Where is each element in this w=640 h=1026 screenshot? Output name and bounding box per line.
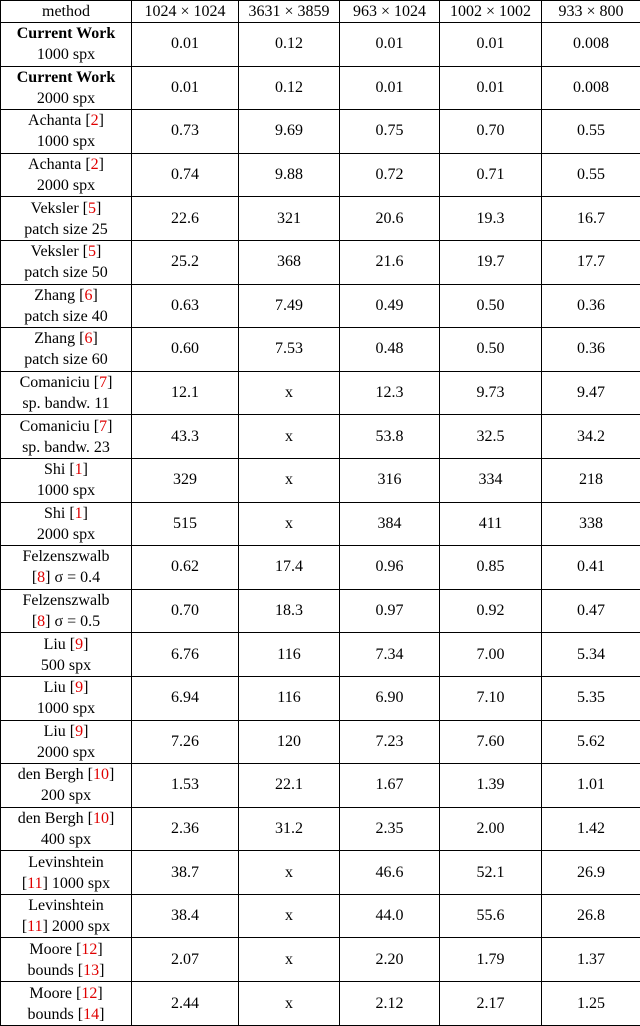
citation-link[interactable]: 11	[27, 874, 43, 892]
timing-value-cell: 52.1	[440, 851, 542, 895]
timing-value-cell: 0.96	[340, 546, 440, 590]
timing-value-cell: x	[239, 982, 340, 1026]
method-line-1: den Bergh [10]	[17, 809, 115, 827]
citation-link[interactable]: 7	[99, 417, 108, 435]
header-size-4: 1002 × 1002	[440, 1, 542, 23]
timing-value-cell: 0.63	[132, 284, 239, 328]
table-row	[1, 502, 640, 546]
timing-value-cell: x	[239, 415, 340, 459]
method-name: Liu	[43, 679, 66, 697]
table-row	[1, 676, 640, 720]
table-row	[1, 764, 640, 808]
timing-value-cell: 1.79	[440, 938, 542, 982]
method-line-1	[3, 23, 129, 44]
citation-link[interactable]: 9	[75, 722, 84, 740]
timing-value-cell: 2.12	[340, 982, 440, 1026]
citation-link[interactable]: 5	[87, 243, 96, 261]
timing-value-cell: 5.62	[542, 720, 640, 764]
timing-value-cell: 12.3	[340, 371, 440, 415]
table-row	[1, 153, 640, 197]
table-row	[1, 415, 640, 459]
timing-value-cell: 7.60	[440, 720, 542, 764]
method-cell	[1, 66, 132, 110]
header-size-1: 1024 × 1024	[132, 1, 239, 23]
timing-value-cell: 53.8	[340, 415, 440, 459]
table-row	[1, 197, 640, 241]
method-name: Comaniciu	[19, 417, 90, 435]
method-cell	[1, 240, 132, 284]
table-row	[1, 546, 640, 590]
timing-value-cell: 7.53	[239, 328, 340, 372]
timing-value-cell: 334	[440, 458, 542, 502]
method-line-2-prefix: bounds [	[27, 1005, 84, 1023]
timing-value-cell: 6.76	[132, 633, 239, 677]
method-name: Comaniciu	[19, 374, 90, 392]
timing-value-cell: 0.01	[340, 23, 440, 67]
method-param: 1000 spx	[36, 46, 96, 64]
method-name: Zhang	[34, 330, 76, 348]
timing-value-cell: 26.9	[542, 851, 640, 895]
table-row	[1, 284, 640, 328]
header-size-5: 933 × 800	[542, 1, 640, 23]
method-line-2	[3, 524, 129, 545]
citation-link[interactable]: 10	[92, 766, 109, 784]
timing-value-cell: 0.12	[239, 23, 340, 67]
timing-value-cell: 7.34	[340, 633, 440, 677]
timing-value-cell: 9.69	[239, 110, 340, 154]
method-line-2-prefix: [	[21, 918, 28, 936]
method-line-2	[3, 829, 129, 850]
method-cell	[1, 458, 132, 502]
table-row	[1, 328, 640, 372]
method-name: Current Work	[16, 68, 116, 86]
timing-value-cell: 17.7	[542, 240, 640, 284]
method-param: 400 spx	[40, 830, 92, 848]
method-line-1: Shi [1]	[44, 461, 88, 479]
citation-link[interactable]: 10	[92, 809, 109, 827]
method-cell	[1, 415, 132, 459]
method-param: 2000 spx	[36, 743, 96, 761]
citation-link[interactable]: 6	[84, 286, 93, 304]
timing-value-cell: x	[239, 938, 340, 982]
method-name: Veksler	[30, 199, 79, 217]
method-cell	[1, 371, 132, 415]
timing-value-cell: 0.92	[440, 589, 542, 633]
method-line-1: Moore [12]	[29, 984, 103, 1002]
timing-value-cell: 338	[542, 502, 640, 546]
method-param: patch size 50	[24, 264, 108, 282]
method-param: 2000 spx	[36, 89, 96, 107]
method-cell	[1, 938, 132, 982]
timing-value-cell: 1.01	[542, 764, 640, 808]
table-row	[1, 851, 640, 895]
method-param: patch size 60	[24, 351, 108, 369]
method-line-2	[3, 480, 129, 501]
method-line-1	[3, 546, 129, 567]
method-line-1: Comaniciu [7]	[19, 417, 113, 435]
citation-link[interactable]: 8	[37, 613, 46, 631]
timing-value-cell: 368	[239, 240, 340, 284]
method-line-2	[3, 88, 129, 109]
timing-value-cell: 0.72	[340, 153, 440, 197]
method-line-1	[3, 590, 129, 611]
timing-value-cell: 0.48	[340, 328, 440, 372]
table-row	[1, 371, 640, 415]
table-row	[1, 982, 640, 1026]
method-param: 1000 spx	[36, 133, 96, 151]
method-name: Levinshtein	[28, 897, 104, 915]
method-line-2	[3, 393, 129, 414]
method-cell	[1, 851, 132, 895]
timing-value-cell: 7.26	[132, 720, 239, 764]
method-line-1: Veksler [5]	[30, 243, 102, 261]
method-line-2	[3, 262, 129, 283]
timing-value-cell: 0.70	[440, 110, 542, 154]
timing-value-cell: 1.67	[340, 764, 440, 808]
citation-link[interactable]: 2	[90, 112, 99, 130]
method-line-2-prefix: bounds [	[27, 961, 84, 979]
method-param: 500 spx	[40, 656, 92, 674]
method-param: ] σ = 0.4	[45, 569, 101, 587]
method-line-2-prefix: [	[31, 569, 38, 587]
timing-value-cell: 31.2	[239, 807, 340, 851]
citation-link[interactable]: 14	[83, 1005, 100, 1023]
method-name: Felzenszwalb	[22, 548, 110, 566]
method-name: Felzenszwalb	[22, 592, 110, 610]
timing-value-cell: 18.3	[239, 589, 340, 633]
header-row	[1, 1, 640, 23]
table-row	[1, 110, 640, 154]
method-line-1	[3, 895, 129, 916]
method-param: 200 spx	[40, 787, 92, 805]
method-param: ] 1000 spx	[42, 874, 111, 892]
timing-value-cell: 1.37	[542, 938, 640, 982]
method-line-2	[3, 698, 129, 719]
method-cell	[1, 720, 132, 764]
method-param: ]	[99, 961, 105, 979]
timing-value-cell: 19.3	[440, 197, 542, 241]
method-param: ]	[99, 1005, 105, 1023]
method-line-2-prefix: [	[21, 874, 28, 892]
table-row	[1, 633, 640, 677]
table-row	[1, 23, 640, 67]
table-row	[1, 458, 640, 502]
method-line-1: den Bergh [10]	[17, 766, 115, 784]
method-line-2	[3, 219, 129, 240]
timing-value-cell: 12.1	[132, 371, 239, 415]
timing-value-cell: 9.47	[542, 371, 640, 415]
citation-link[interactable]: 7	[99, 374, 108, 392]
timing-value-cell: 0.85	[440, 546, 542, 590]
method-line-1: Veksler [5]	[30, 199, 102, 217]
timing-value-cell: 0.74	[132, 153, 239, 197]
timing-value-cell: 0.008	[542, 23, 640, 67]
timing-value-cell: 1.25	[542, 982, 640, 1026]
method-name: Zhang	[34, 286, 76, 304]
method-cell	[1, 328, 132, 372]
timing-value-cell: 26.8	[542, 894, 640, 938]
method-cell	[1, 894, 132, 938]
method-name: Achanta	[28, 156, 82, 174]
timing-value-cell: 46.6	[340, 851, 440, 895]
timing-value-cell: 0.50	[440, 284, 542, 328]
method-name: Current Work	[16, 25, 116, 43]
method-param: sp. bandw. 11	[22, 395, 110, 413]
timing-value-cell: 0.60	[132, 328, 239, 372]
timing-value-cell: 43.3	[132, 415, 239, 459]
timing-value-cell: 9.88	[239, 153, 340, 197]
citation-link[interactable]: 13	[83, 961, 100, 979]
timing-value-cell: 0.01	[440, 23, 542, 67]
timing-value-cell: 218	[542, 458, 640, 502]
timing-value-cell: 120	[239, 720, 340, 764]
method-line-1: Zhang [6]	[34, 286, 98, 304]
timing-value-cell: x	[239, 894, 340, 938]
timing-value-cell: 0.41	[542, 546, 640, 590]
timing-value-cell: 20.6	[340, 197, 440, 241]
method-param: patch size 40	[24, 307, 108, 325]
timing-value-cell: 1.42	[542, 807, 640, 851]
method-name: Shi	[44, 504, 66, 522]
citation-link[interactable]: 12	[81, 940, 98, 958]
method-line-1: Moore [12]	[29, 940, 103, 958]
timing-value-cell: 32.5	[440, 415, 542, 459]
method-name: Liu	[43, 635, 66, 653]
table-row	[1, 720, 640, 764]
method-cell	[1, 764, 132, 808]
timing-value-cell: 0.47	[542, 589, 640, 633]
method-name: Liu	[43, 722, 66, 740]
timing-value-cell: 0.49	[340, 284, 440, 328]
method-line-2	[3, 44, 129, 65]
table-body	[1, 23, 640, 1026]
timing-value-cell: 19.7	[440, 240, 542, 284]
timing-value-cell: 321	[239, 197, 340, 241]
citation-link[interactable]: 11	[27, 918, 43, 936]
timing-value-cell: 0.62	[132, 546, 239, 590]
timing-value-cell: 38.7	[132, 851, 239, 895]
timing-value-cell: 0.36	[542, 284, 640, 328]
method-name: Veksler	[30, 243, 79, 261]
method-line-2	[3, 567, 129, 588]
method-line-2-prefix: [	[31, 613, 38, 631]
method-line-2	[3, 131, 129, 152]
method-name: Levinshtein	[28, 853, 104, 871]
table-row	[1, 66, 640, 110]
method-line-1: Shi [1]	[44, 504, 88, 522]
method-cell	[1, 23, 132, 67]
timing-value-cell: x	[239, 851, 340, 895]
timing-value-cell: 44.0	[340, 894, 440, 938]
table-row	[1, 807, 640, 851]
method-param: 2000 spx	[36, 177, 96, 195]
method-line-1	[3, 67, 129, 88]
timing-value-cell: 7.23	[340, 720, 440, 764]
method-line-1	[3, 852, 129, 873]
table-row	[1, 894, 640, 938]
timing-value-cell: 2.00	[440, 807, 542, 851]
timing-value-cell: 2.36	[132, 807, 239, 851]
method-param: 2000 spx	[36, 525, 96, 543]
method-cell	[1, 502, 132, 546]
citation-link[interactable]: 1	[74, 461, 83, 479]
timing-value-cell: 384	[340, 502, 440, 546]
timing-value-cell: 2.07	[132, 938, 239, 982]
timing-value-cell: 0.73	[132, 110, 239, 154]
method-name: den Bergh	[17, 809, 84, 827]
method-cell	[1, 197, 132, 241]
method-param: ] 2000 spx	[42, 918, 111, 936]
timing-value-cell: 0.01	[340, 66, 440, 110]
method-cell	[1, 676, 132, 720]
method-line-2	[3, 349, 129, 370]
timing-value-cell: 7.00	[440, 633, 542, 677]
timing-value-cell: 0.75	[340, 110, 440, 154]
timing-value-cell: 5.34	[542, 633, 640, 677]
method-cell	[1, 153, 132, 197]
method-line-2	[3, 960, 129, 981]
method-line-1: Achanta [2]	[28, 156, 104, 174]
method-line-1: Liu [9]	[43, 722, 89, 740]
timing-value-cell: 16.7	[542, 197, 640, 241]
timing-value-cell: 0.70	[132, 589, 239, 633]
method-line-1: Liu [9]	[43, 679, 89, 697]
method-name: Shi	[44, 461, 66, 479]
timing-value-cell: 5.35	[542, 676, 640, 720]
timing-value-cell: 22.6	[132, 197, 239, 241]
header-size-2: 3631 × 3859	[239, 1, 340, 23]
citation-link[interactable]: 5	[87, 199, 96, 217]
method-line-1: Comaniciu [7]	[19, 374, 113, 392]
method-param: sp. bandw. 23	[22, 438, 110, 456]
timing-value-cell: 0.55	[542, 153, 640, 197]
timing-value-cell: 2.35	[340, 807, 440, 851]
timing-value-cell: 0.50	[440, 328, 542, 372]
timing-value-cell: 316	[340, 458, 440, 502]
timing-value-cell: 0.55	[542, 110, 640, 154]
timing-value-cell: 25.2	[132, 240, 239, 284]
method-cell	[1, 546, 132, 590]
method-cell	[1, 284, 132, 328]
timing-value-cell: 6.90	[340, 676, 440, 720]
method-name: Moore	[29, 984, 72, 1002]
method-line-2	[3, 306, 129, 327]
timing-value-cell: 55.6	[440, 894, 542, 938]
timing-value-cell: 7.49	[239, 284, 340, 328]
timing-value-cell: 9.73	[440, 371, 542, 415]
method-line-2	[3, 785, 129, 806]
timing-value-cell: 0.01	[440, 66, 542, 110]
method-line-2	[3, 655, 129, 676]
method-cell	[1, 633, 132, 677]
method-cell	[1, 589, 132, 633]
timing-value-cell: 329	[132, 458, 239, 502]
timing-value-cell: 21.6	[340, 240, 440, 284]
method-line-2	[3, 873, 129, 894]
method-cell	[1, 982, 132, 1026]
timing-value-cell: 17.4	[239, 546, 340, 590]
timing-value-cell: 2.17	[440, 982, 542, 1026]
citation-link[interactable]: 1	[74, 504, 83, 522]
method-name: Achanta	[28, 112, 82, 130]
method-name: den Bergh	[17, 766, 84, 784]
timing-value-cell: 0.36	[542, 328, 640, 372]
method-line-2	[3, 1004, 129, 1025]
method-line-1: Achanta [2]	[28, 112, 104, 130]
method-param: patch size 25	[24, 220, 108, 238]
method-param: ] σ = 0.5	[45, 613, 101, 631]
method-cell	[1, 807, 132, 851]
timing-value-cell: 0.12	[239, 66, 340, 110]
citation-link[interactable]: 8	[37, 569, 46, 587]
method-line-2	[3, 611, 129, 632]
timing-value-cell: 7.10	[440, 676, 542, 720]
timing-value-cell: 38.4	[132, 894, 239, 938]
method-cell	[1, 110, 132, 154]
method-name: Moore	[29, 940, 72, 958]
timing-value-cell: 515	[132, 502, 239, 546]
table-row	[1, 938, 640, 982]
method-line-1: Liu [9]	[43, 635, 89, 653]
timing-value-cell: 2.44	[132, 982, 239, 1026]
method-line-2	[3, 175, 129, 196]
timing-value-cell: 34.2	[542, 415, 640, 459]
citation-link[interactable]: 6	[84, 330, 93, 348]
header-method: method	[1, 1, 132, 23]
timing-value-cell: 0.71	[440, 153, 542, 197]
citation-link[interactable]: 9	[75, 635, 84, 653]
citation-link[interactable]: 9	[75, 679, 84, 697]
header-size-3: 963 × 1024	[340, 1, 440, 23]
method-line-2	[3, 742, 129, 763]
timing-value-cell: 0.01	[132, 66, 239, 110]
timing-value-cell: 1.53	[132, 764, 239, 808]
timing-value-cell: 2.20	[340, 938, 440, 982]
table-row	[1, 589, 640, 633]
timing-value-cell: x	[239, 458, 340, 502]
timing-value-cell: 0.008	[542, 66, 640, 110]
timing-value-cell: 22.1	[239, 764, 340, 808]
timing-value-cell: 411	[440, 502, 542, 546]
table-row	[1, 240, 640, 284]
timing-value-cell: 1.39	[440, 764, 542, 808]
timing-value-cell: 116	[239, 676, 340, 720]
timing-value-cell: 116	[239, 633, 340, 677]
timing-value-cell: 6.94	[132, 676, 239, 720]
method-param: 1000 spx	[36, 700, 96, 718]
citation-link[interactable]: 12	[81, 984, 98, 1002]
method-line-1: Zhang [6]	[34, 330, 98, 348]
method-param: 1000 spx	[36, 482, 96, 500]
citation-link[interactable]: 2	[90, 156, 99, 174]
timing-value-cell: 0.97	[340, 589, 440, 633]
method-line-2	[3, 916, 129, 937]
method-line-2	[3, 437, 129, 458]
timing-value-cell: 0.01	[132, 23, 239, 67]
timing-value-cell: x	[239, 371, 340, 415]
timing-value-cell: x	[239, 502, 340, 546]
